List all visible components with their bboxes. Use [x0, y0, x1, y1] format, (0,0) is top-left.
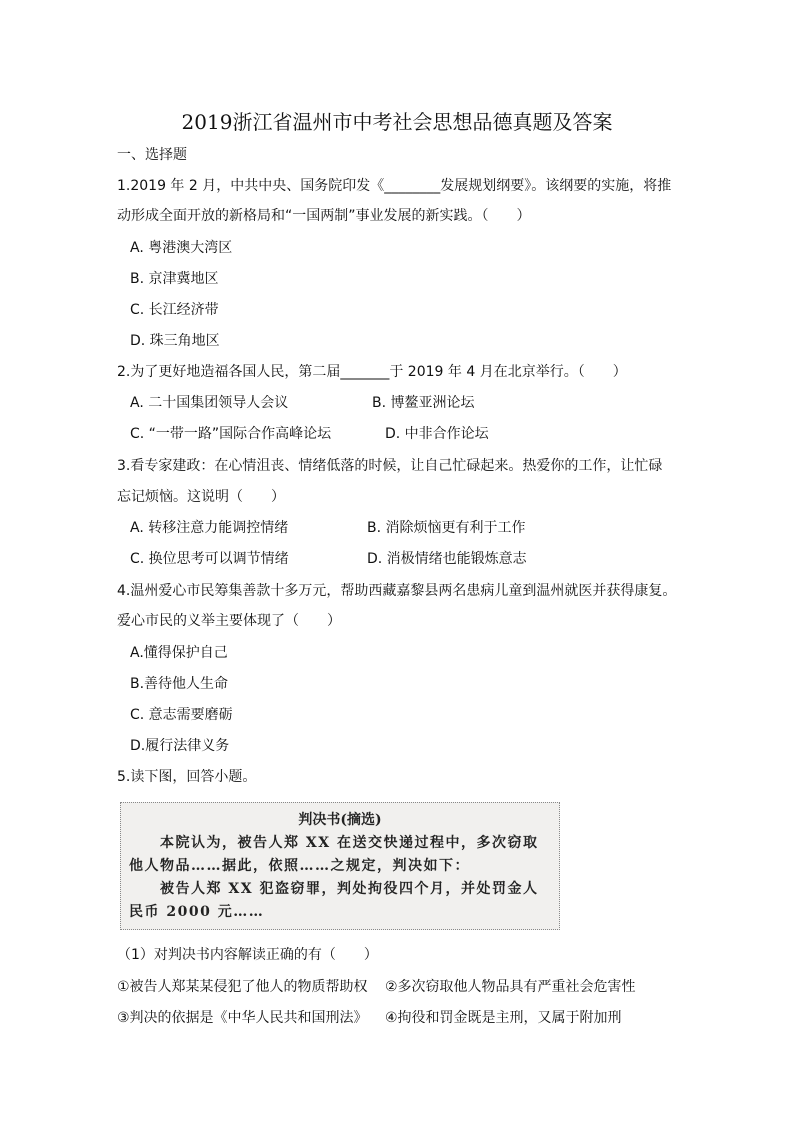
- q5-text: 5.读下图，回答小题。: [117, 769, 257, 785]
- q5-sub-question: （1）对判决书内容解读正确的有（ ）: [117, 947, 378, 963]
- q2-option: C. “一带一路”国际合作高峰论坛: [130, 426, 332, 442]
- figure-text: 被告人郑 XX 犯盗窃罪，判处拘役四个月，并处罚金人: [129, 881, 539, 897]
- q1-option: D. 珠三角地区: [130, 333, 220, 349]
- q4-text: 4.温州爱心市民筹集善款十多万元，帮助西藏嘉黎县两名患病儿童到温州就医并获得康复。: [117, 583, 677, 599]
- figure-text: 本院认为，被告人郑 XX 在送交快递过程中，多次窃取: [129, 835, 539, 851]
- q3-text: 忘记烦恼。这说明（ ）: [117, 489, 285, 505]
- section-heading: 一、选择题: [117, 147, 187, 163]
- figure-text: 民币 2000 元……: [129, 904, 265, 920]
- q3-option: A. 转移注意力能调控情绪: [130, 520, 289, 536]
- q1-text: 1.2019 年 2 月，中共中央、国务院印发《________发展规划纲要》。该纲要的实施，将推: [117, 178, 672, 194]
- q3-option: C. 换位思考可以调节情绪: [130, 551, 289, 567]
- q1-option: C. 长江经济带: [130, 302, 219, 318]
- q4-text: 爱心市民的义举主要体现了（ ）: [117, 613, 341, 629]
- figure-heading: 判决书(摘选): [298, 812, 382, 828]
- q5-item: ①被告人郑某某侵犯了他人的物质帮助权: [117, 979, 368, 995]
- q2-option: B. 博鳌亚洲论坛: [372, 395, 475, 411]
- q3-option: B. 消除烦恼更有利于工作: [367, 520, 526, 536]
- q4-option: B.善待他人生命: [130, 676, 229, 692]
- q5-item: ④拘役和罚金既是主刑，又属于附加刑: [385, 1010, 622, 1026]
- q2-option: A. 二十国集团领导人会议: [130, 395, 289, 411]
- page-title: 2019浙江省温州市中考社会思想品德真题及答案: [181, 110, 613, 134]
- q2-option: D. 中非合作论坛: [385, 426, 489, 442]
- q5-item: ③判决的依据是《中华人民共和国刑法》: [117, 1010, 368, 1026]
- q3-text: 3.看专家建政：在心情沮丧、情绪低落的时候，让自己忙碌起来。热爱你的工作，让忙碌: [117, 458, 663, 474]
- q2-text: 2.为了更好地造福各国人民，第二届_______于 2019 年 4 月在北京举行。（ ）: [117, 364, 627, 380]
- q1-text: 动形成全面开放的新格局和“一国两制”事业发展的新实践。（ ）: [117, 208, 531, 224]
- q5-item: ②多次窃取他人物品具有严重社会危害性: [385, 979, 636, 995]
- q3-option: D. 消极情绪也能锻炼意志: [367, 551, 527, 567]
- figure-text: 他人物品……据此，依照……之规定，判决如下：: [129, 858, 470, 874]
- q4-option: A.懂得保护自己: [130, 645, 228, 661]
- judgment-figure: [120, 802, 560, 930]
- q4-option: D.履行法律义务: [130, 738, 230, 754]
- q1-option: A. 粤港澳大湾区: [130, 240, 233, 256]
- q1-option: B. 京津冀地区: [130, 271, 219, 287]
- q4-option: C. 意志需要磨砺: [130, 707, 233, 723]
